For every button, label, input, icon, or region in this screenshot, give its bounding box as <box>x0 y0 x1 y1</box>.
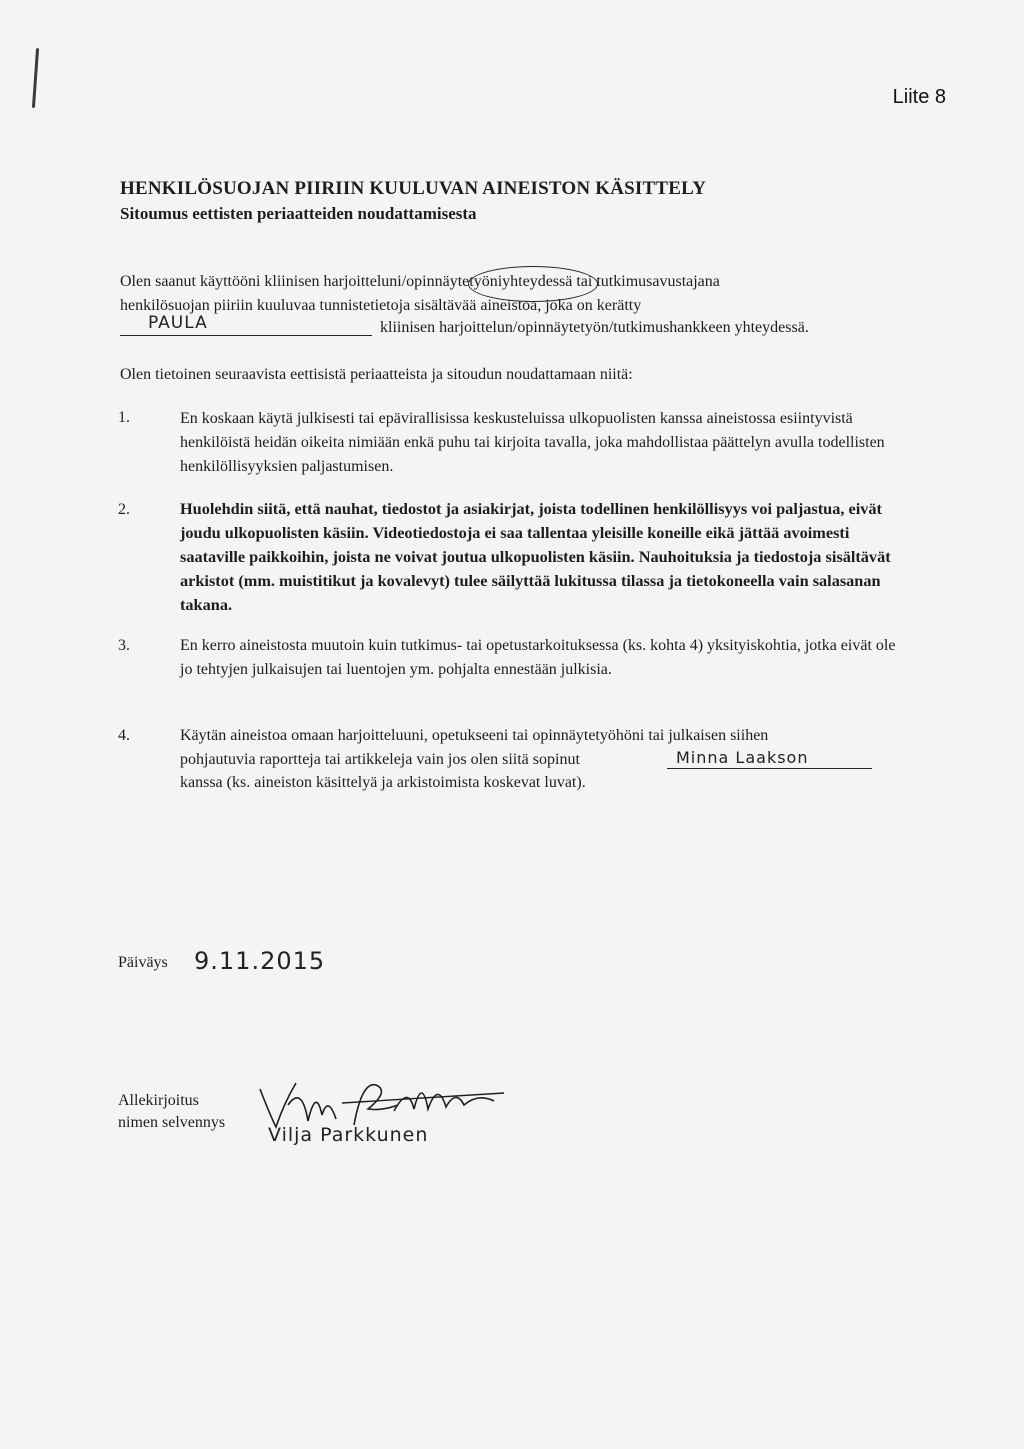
project-fill-line <box>120 334 372 336</box>
appendix-label: Liite 8 <box>892 86 946 108</box>
document-title: HENKILÖSUOJAN PIIRIIN KUULUVAN AINEISTON KÄSITTELY <box>120 178 707 199</box>
handwritten-contact-name: Minna Laakson <box>676 748 809 767</box>
signature-label: Allekirjoitus <box>118 1092 199 1109</box>
date-label: Päiväys <box>118 954 168 971</box>
signature-stroke <box>354 1085 398 1125</box>
item-3-number: 3. <box>118 637 130 654</box>
name-clarification-label: nimen selvennys <box>118 1114 226 1131</box>
intro-line-4: Olen tietoinen seuraavista eettisistä periaatteista ja sitoudun noudattamaan niitä: <box>120 366 633 383</box>
binder-mark <box>32 48 39 108</box>
intro-line-3: kliinisen harjoittelun/opinnäytetyön/tutkimushankkeen yhteydessä. <box>380 319 809 336</box>
handwritten-project-name: PAULA <box>148 313 208 333</box>
intro-line-2: henkilösuojan piiriin kuuluvaa tunnistetietoja sisältävää aineistoa, joka on kerätty <box>120 297 642 314</box>
item-2-text: Huolehdin siitä, että nauhat, tiedostot ja asiakirjat, joista todellinen henkilöllisyys voi paljastua, eivät joudu ulkopuolisten käsiin. Videotiedostoja ei saa tallentaa yleisille koneille eikä jättää avoimesti saataville paikkoihin, joista ne voivat joutua ulkopuolisten käsiin. Nauhoituksia ja tiedostoja sisältävät arkistot (mm. muistitikut ja kovalevyt) tulee säilyttää lukitussa tilassa ja tietokoneella vain salasanan takana. <box>180 499 891 614</box>
signature-stroke <box>394 1093 494 1111</box>
signature-stroke <box>260 1083 296 1127</box>
item-4-line-3: kanssa (ks. aineiston käsittelyä ja arkistoimista koskevat luvat). <box>180 774 586 791</box>
intro-line-1-start: Olen saanut käyttööni kliinisen harjoitteluni/ <box>120 273 407 290</box>
item-1-number: 1. <box>118 409 130 426</box>
contact-fill-line <box>667 767 872 769</box>
item-4-line-2: pohjautuvia raportteja tai artikkeleja vain jos olen siitä sopinut <box>180 751 580 768</box>
intro-line-1 <box>120 271 720 293</box>
item-1-text: En koskaan käytä julkisesti tai epävirallisissa keskusteluissa ulkopuolisten kanssa aineistossa esiintyvistä henkilöistä heidän oikeita nimiään enkä puhu tai kirjoita tavalla, joka mahdollistaa päättelyn avulla todellisten henkilöllisyyksien paljastumisen. <box>180 410 885 475</box>
handwritten-date: 9.11.2015 <box>194 947 326 975</box>
item-3-text: En kerro aineistosta muutoin kuin tutkimus- tai opetustarkoituksessa (ks. kohta 4) yksityiskohtia, jotka eivät ole jo tehtyjen julkaisujen tai luentojen ym. pohjalta ennestään julkisia. <box>180 637 896 678</box>
handwritten-printed-name: Vilja Parkkunen <box>268 1124 429 1146</box>
intro-circled-option: opinnäytetyöni <box>406 273 503 290</box>
item-4-number: 4. <box>118 727 130 744</box>
signature-stroke <box>288 1098 336 1121</box>
intro-line-1-end: yhteydessä tai tutkimusavustajana <box>502 273 720 290</box>
item-2-number: 2. <box>118 501 130 518</box>
document-subtitle: Sitoumus eettisten periaatteiden noudattamisesta <box>120 204 477 223</box>
item-4-line-1: Käytän aineistoa omaan harjoitteluuni, opetukseeni tai opinnäytetyöhöni tai julkaisen siihen <box>180 727 769 744</box>
